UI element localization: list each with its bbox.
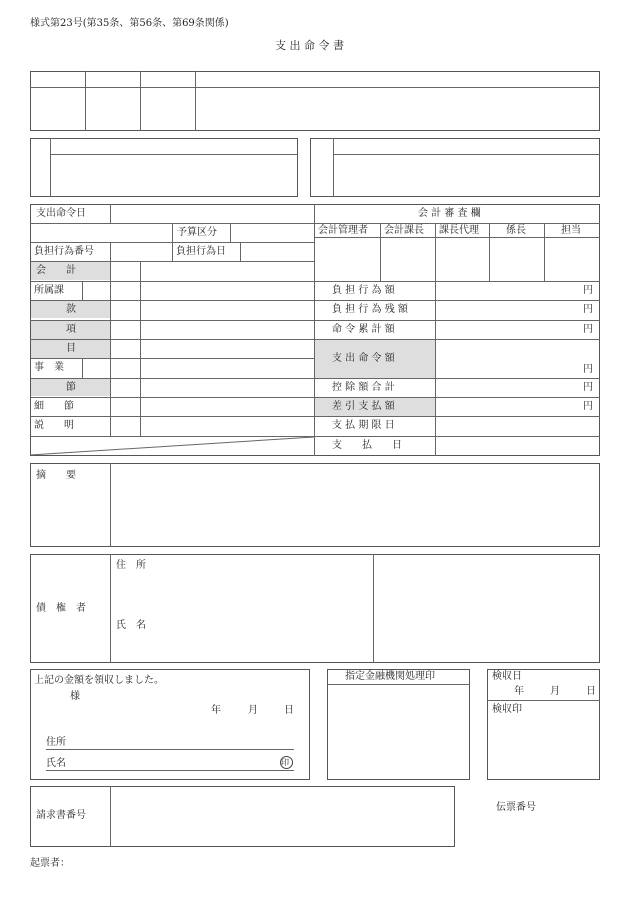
shishutsu-meirei-label: 支 出 命 令 額 (332, 353, 395, 364)
inspection-box (487, 669, 600, 780)
creditor-address-label: 住 所 (116, 560, 146, 571)
inspection-month: 月 (550, 686, 560, 697)
role-kaikei-kanrisha: 会計管理者 (318, 225, 368, 236)
shiharai-bi-label: 支 払 日 (332, 440, 402, 451)
receipt-month: 月 (248, 705, 258, 716)
futan-zangaku-label: 負 担 行 為 残 額 (332, 304, 408, 315)
tekiyou-box (30, 463, 600, 547)
setsumei-label: 説 明 (34, 420, 74, 431)
yen-unit: 円 (583, 304, 593, 315)
shutsu-date-label: 支出命令日 (36, 208, 86, 219)
shiharai-kigen-label: 支 払 期 限 日 (332, 420, 395, 431)
shozoku-label: 所属課 (34, 285, 64, 296)
jigyou-label: 事 業 (34, 362, 64, 373)
diagonal-line (30, 436, 314, 456)
inspection-year: 年 (514, 686, 524, 697)
creditor-name-label: 氏 名 (116, 620, 146, 631)
role-kachou-dairi: 課長代理 (439, 225, 479, 236)
futan-kingaku-label: 負 担 行 為 額 (332, 285, 395, 296)
tekiyou-label: 摘 要 (36, 470, 76, 481)
yen-unit: 円 (583, 401, 593, 412)
receipt-statement: 上記の金額を領収しました。 (34, 675, 164, 686)
sashihiki-label: 差 引 支 払 額 (332, 401, 395, 412)
left-small-box (30, 138, 298, 197)
role-kaikei-kachou: 会計課長 (384, 225, 424, 236)
invoice-box (30, 786, 455, 847)
yen-unit: 円 (583, 324, 593, 335)
creditor-label: 債 権 者 (36, 603, 86, 614)
inspection-day: 日 (586, 686, 596, 697)
receipt-name-label: 氏名 (46, 758, 66, 769)
slip-number-label: 伝票番号 (496, 802, 536, 813)
receipt-address-label: 住所 (46, 737, 66, 748)
yen-unit: 円 (583, 364, 593, 375)
right-small-box (310, 138, 600, 197)
audit-title: 会 計 審 査 欄 (418, 208, 481, 219)
kaikei-label: 会 計 (36, 265, 76, 276)
receipt-year: 年 (211, 705, 221, 716)
invoice-number-label: 請求書番号 (36, 810, 86, 821)
receipt-sama: 様 (70, 691, 80, 702)
saisetsu-label: 細 節 (34, 401, 74, 412)
seal-mark: 印 (281, 758, 289, 767)
receipt-day: 日 (284, 705, 294, 716)
bank-stamp-box (327, 669, 470, 780)
form-number: 様式第23号(第35条、第56条、第69条関係) (30, 18, 229, 29)
page-title: 支 出 命 令 書 (275, 39, 344, 52)
kan-label: 款 (66, 304, 76, 315)
role-kakarichou: 係長 (506, 225, 526, 236)
futan-date-label: 負担行為日 (176, 246, 226, 257)
inspection-date-label: 検収日 (492, 671, 522, 682)
top-routing-box (30, 71, 600, 131)
yen-unit: 円 (583, 382, 593, 393)
role-tantou: 担当 (561, 225, 581, 236)
meirei-ruikei-label: 命 令 累 計 額 (332, 324, 395, 335)
bank-stamp-label: 指定金融機関処理印 (345, 671, 435, 682)
drafter-label: 起票者： (30, 858, 70, 869)
setsu-label: 節 (66, 382, 76, 393)
yosan-kubun-label: 予算区分 (177, 227, 217, 238)
yen-unit: 円 (583, 285, 593, 296)
koujo-goukei-label: 控 除 額 合 計 (332, 382, 395, 393)
futan-number-label: 負担行為番号 (34, 246, 94, 257)
inspection-stamp-label: 検収印 (492, 704, 522, 715)
moku-label: 目 (66, 343, 76, 354)
kou-label: 項 (66, 324, 76, 335)
